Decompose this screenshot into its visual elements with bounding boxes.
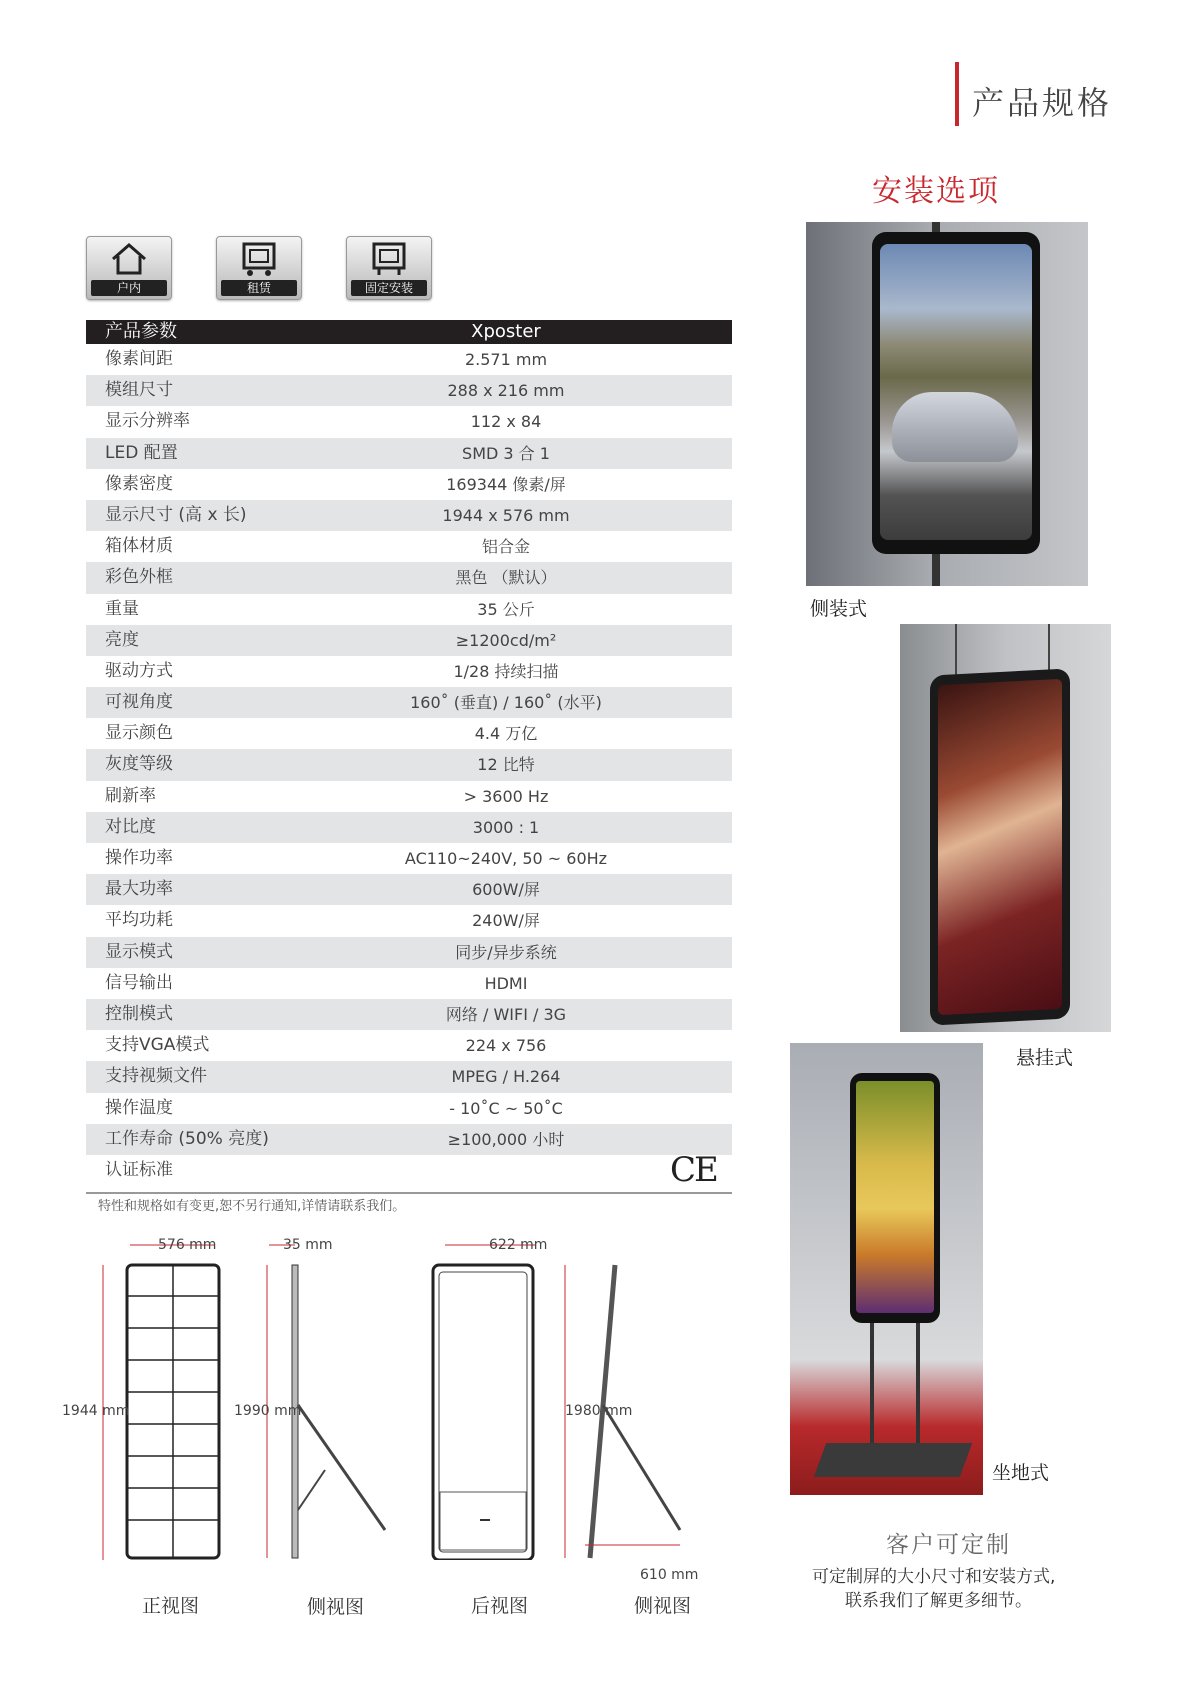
table-row <box>86 874 732 905</box>
indoor-badge <box>86 236 172 300</box>
side-view2-label: 侧视图 <box>634 1595 692 1617</box>
ce-certification-mark: CE <box>670 1150 717 1190</box>
spec-key: 刷新率 <box>105 785 156 806</box>
table-row <box>86 594 732 625</box>
spec-value: SMD 3 合 1 <box>462 443 550 463</box>
spec-value: 网络 / WIFI / 3G <box>445 1004 567 1024</box>
spec-key: 显示分辨率 <box>105 411 190 432</box>
rental-badge <box>216 236 302 300</box>
rental-cart-icon <box>239 241 279 277</box>
table-row <box>86 531 732 562</box>
spec-value: 288 x 216 mm <box>447 381 565 401</box>
table-row <box>86 1061 732 1092</box>
table-row <box>86 843 732 874</box>
spec-value: 12 比特 <box>477 755 535 775</box>
spec-key: 箱体材质 <box>105 536 173 557</box>
spec-value: 240W/屏 <box>472 911 540 931</box>
spec-value: ≥1200cd/m² <box>455 630 557 650</box>
table-row <box>86 812 732 843</box>
spec-value: 4.4 万亿 <box>474 724 538 744</box>
spec-value: > 3600 Hz <box>463 786 549 806</box>
front-height-dim: 1944 mm <box>62 1403 130 1419</box>
table-row <box>86 344 732 375</box>
table-row <box>86 968 732 999</box>
spec-key: 显示颜色 <box>105 723 173 744</box>
side-mount-photo <box>806 222 1088 586</box>
spec-key: 像素间距 <box>105 349 173 369</box>
table-row <box>86 438 732 469</box>
spec-key: 驱动方式 <box>105 660 173 681</box>
table-row <box>86 749 732 780</box>
table-row <box>86 406 732 437</box>
spec-value: 3000 : 1 <box>472 817 540 837</box>
spec-value: 黑色 （默认） <box>455 568 557 588</box>
table-row <box>86 500 732 531</box>
spec-key: 模组尺寸 <box>105 380 173 401</box>
table-row <box>86 1030 732 1061</box>
table-row <box>86 1093 732 1124</box>
back-view-drawing <box>433 1245 535 1560</box>
spec-header-key: 产品参数 <box>105 321 177 342</box>
table-row <box>86 781 732 812</box>
spec-value: ≥100,000 小时 <box>447 1129 565 1149</box>
table-row <box>86 1124 732 1155</box>
spec-key: 重量 <box>105 598 139 619</box>
side2-base-dim: 610 mm <box>640 1567 699 1583</box>
fixed-install-icon <box>369 241 409 277</box>
spec-key: LED 配置 <box>105 442 178 463</box>
spec-key: 认证标准 <box>105 1159 173 1180</box>
install-options-title: 安装选项 <box>872 174 1000 209</box>
spec-value: 112 x 84 <box>470 412 542 432</box>
spec-value: HDMI <box>484 973 528 993</box>
back-view-label: 后视图 <box>471 1595 529 1617</box>
side-mount-caption: 侧装式 <box>810 598 868 620</box>
spec-key: 亮度 <box>105 629 139 650</box>
spec-value: MPEG / H.264 <box>451 1067 561 1087</box>
spec-key: 支持VGA模式 <box>105 1035 210 1056</box>
customize-desc-line1: 可定制屏的大小尺寸和安装方式, <box>812 1567 1056 1587</box>
spec-key: 彩色外框 <box>105 567 173 588</box>
rental-label: 租赁 <box>221 280 297 296</box>
spec-key: 平均功耗 <box>105 910 173 931</box>
table-row <box>86 469 732 500</box>
front-view-label: 正视图 <box>142 1595 200 1617</box>
table-row <box>86 999 732 1030</box>
side-depth-dim: 35 mm <box>283 1237 333 1253</box>
spec-table-header <box>86 320 732 344</box>
indoor-label: 户内 <box>91 280 167 296</box>
customize-title: 客户可定制 <box>886 1532 1011 1558</box>
spec-value: 35 公斤 <box>477 599 535 619</box>
table-row <box>86 687 732 718</box>
side2-height-dim: 1980 mm <box>565 1403 633 1419</box>
table-row <box>86 718 732 749</box>
spec-key: 信号输出 <box>105 972 173 993</box>
spec-key: 操作功率 <box>105 848 173 868</box>
spec-value: 224 x 756 <box>465 1036 547 1056</box>
spec-key: 控制模式 <box>105 1003 173 1024</box>
table-row <box>86 937 732 968</box>
spec-key: 像素密度 <box>105 473 173 494</box>
fixed-install-label: 固定安装 <box>351 280 427 296</box>
table-row <box>86 562 732 593</box>
table-row <box>86 625 732 656</box>
fixed-install-badge <box>346 236 432 300</box>
spec-key: 支持视频文件 <box>105 1066 207 1087</box>
spec-footnote: 特性和规格如有变更,恕不另行通知,详情请联系我们。 <box>98 1199 406 1214</box>
title-accent-bar <box>955 62 959 126</box>
spec-value: 同步/异步系统 <box>455 942 557 962</box>
spec-value: - 10˚C ~ 50˚C <box>449 1098 563 1118</box>
table-bottom-rule <box>86 1192 732 1194</box>
floor-stand-photo <box>790 1043 983 1495</box>
spec-value: 160˚ (垂直) / 160˚ (水平) <box>410 693 602 713</box>
front-width-dim: 576 mm <box>158 1237 217 1253</box>
spec-header-value: Xposter <box>471 321 541 342</box>
side-view-label: 侧视图 <box>307 1596 365 1618</box>
spec-value: AC110~240V, 50 ~ 60Hz <box>404 849 608 868</box>
hanging-photo <box>900 624 1111 1032</box>
customize-desc-line2: 联系我们了解更多细节。 <box>845 1591 1032 1611</box>
house-icon <box>109 241 149 277</box>
spec-key: 显示模式 <box>105 941 173 962</box>
technical-drawings <box>55 1230 735 1560</box>
table-row <box>86 1155 732 1186</box>
back-width-dim: 622 mm <box>489 1237 548 1253</box>
spec-value: 1/28 持续扫描 <box>453 661 559 681</box>
spec-key: 对比度 <box>105 816 156 837</box>
spec-value: 600W/屏 <box>472 880 540 900</box>
spec-key: 可视角度 <box>105 692 173 713</box>
floor-stand-caption: 坐地式 <box>992 1462 1050 1484</box>
table-row <box>86 656 732 687</box>
spec-key: 显示尺寸 (高 x 长) <box>105 504 247 525</box>
spec-key: 最大功率 <box>105 879 173 900</box>
spec-key: 灰度等级 <box>105 754 173 775</box>
spec-value: 铝合金 <box>481 537 530 557</box>
spec-key: 工作寿命 (50% 亮度) <box>105 1128 269 1149</box>
spec-value: 2.571 mm <box>464 350 548 369</box>
hanging-caption: 悬挂式 <box>1016 1047 1074 1069</box>
table-row <box>86 375 732 406</box>
page-title: 产品规格 <box>972 84 1113 122</box>
spec-table <box>86 320 732 1186</box>
spec-value: 169344 像素/屏 <box>446 474 566 494</box>
side-view-drawing <box>267 1245 385 1558</box>
spec-value: 1944 x 576 mm <box>442 505 570 525</box>
side-height-dim: 1990 mm <box>234 1403 302 1419</box>
spec-key: 操作温度 <box>105 1097 173 1118</box>
table-row <box>86 905 732 936</box>
